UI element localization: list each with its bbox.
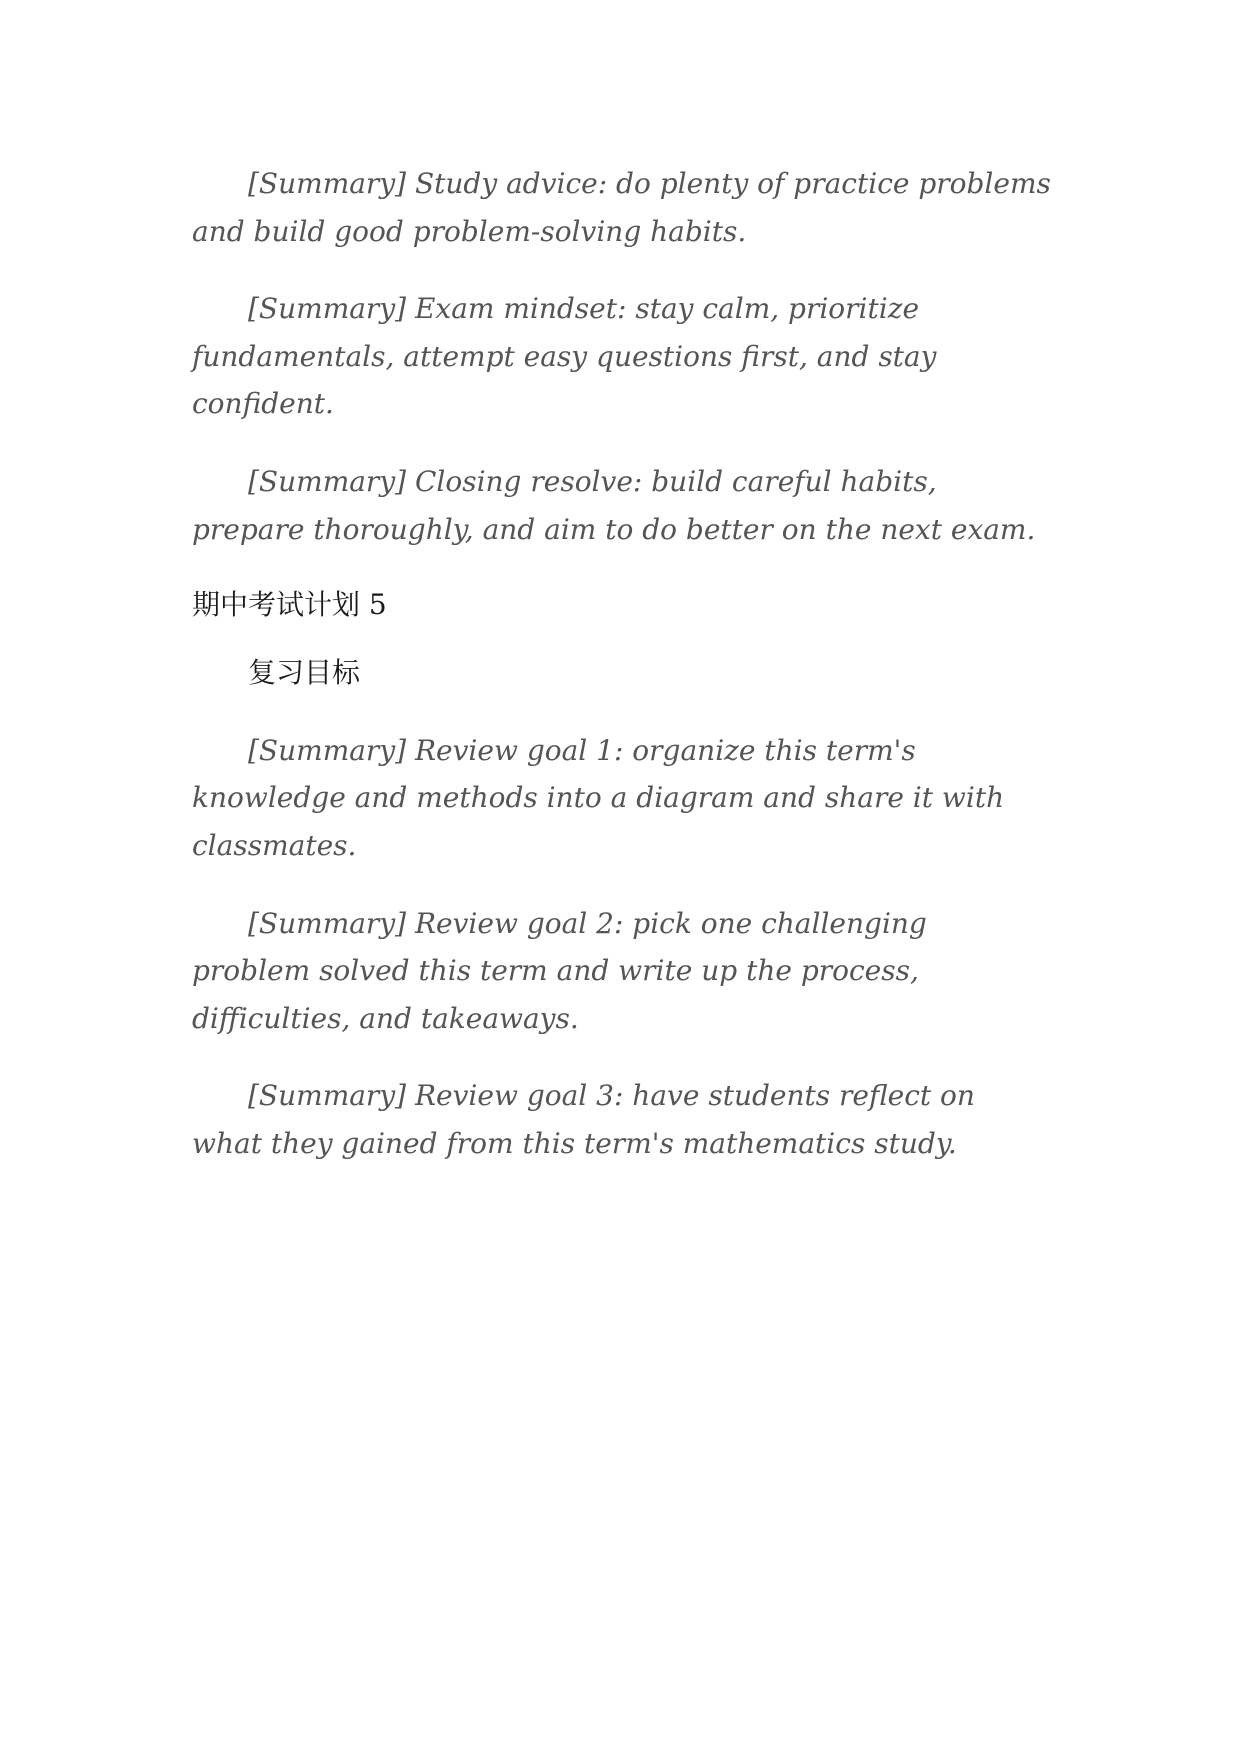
summary-paragraph: [Summary] Review goal 2: pick one challenging problem solved this term and write up the process, difficulties, and takeaways. bbox=[192, 906, 927, 1035]
document-body bbox=[192, 160, 1052, 1198]
subheading: 复习目标 bbox=[248, 656, 361, 690]
summary-paragraph: [Summary] Review goal 1: organize this term's knowledge and methods into a diagram and share it with classmates. bbox=[192, 733, 1005, 862]
section-heading: 期中考试计划 5 bbox=[192, 588, 387, 622]
summary-paragraph: [Summary] Review goal 3: have students reflect on what they gained from this term's mathematics study. bbox=[192, 1079, 975, 1160]
summary-paragraph: [Summary] Study advice: do plenty of practice problems and build good problem-solving habits. bbox=[192, 167, 1051, 248]
summary-paragraph: [Summary] Closing resolve: build careful habits, prepare thoroughly, and aim to do better on the next exam. bbox=[192, 464, 1036, 546]
summary-paragraph: [Summary] Exam mindset: stay calm, prioritize fundamentals, attempt easy questions first, and stay confident. bbox=[192, 292, 937, 421]
